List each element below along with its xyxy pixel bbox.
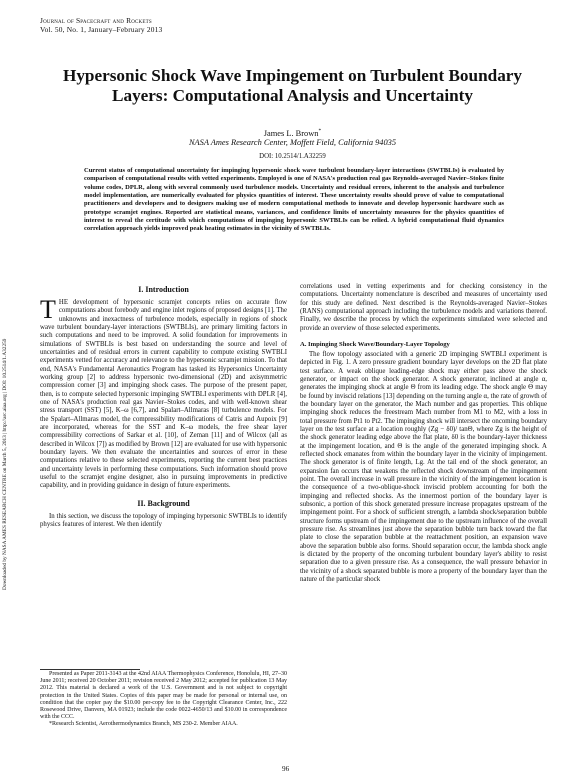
doi: DOI: 10.2514/1.A32259 <box>259 153 326 160</box>
footnote-received: Presented as Paper 2011-3143 at the 42nd AIAA Thermophysics Conference, Honolulu, HI, 27–30 June 2011; received 20 October 2011; revision received 2 May 2012; accepted for publication 13 May 2012. This material is declared a work of the U.S. Government and is not subject to copyright protection in the United States. Copies of this paper may be made for personal or internal use, on condition that the copier pay the $10.00 per-copy fee to the Copyright Clearance Center, Inc., 222 Rosewood Drive, Danvers, MA 01923; include the code 0022-4650/13 and $10.00 in correspondence with the CCC. <box>40 671 287 721</box>
author-line <box>40 126 545 139</box>
drop-cap: T <box>40 295 56 324</box>
author-footnote-mark: * <box>318 128 322 134</box>
download-note: Downloaded by NASA AMES RESEARCH CENTRE on March 5, 2013 | http://arc.aiaa.org | DOI: 10.2514/1.A32259 <box>2 338 8 590</box>
journal-header <box>40 16 162 34</box>
footnotes <box>40 671 287 729</box>
subsection-heading-topology: A. Impinging Shock Wave/Boundary-Layer Topology <box>300 340 450 348</box>
abstract: Current status of computational uncertainty for impinging hypersonic shock wave turbulent boundary-layer interactions (SWTBLIs) is evaluated by comparison of computational results with vetted experiments. Employed is one of NASA's production real gas Reynolds-averaged Navier–Stokes finite volume codes, DPLR, along with several commonly used turbulence models. Uncertainty and residual errors, inherent to the analysis and turbulence model implementation, are numerically evaluated for physics quantities of interest. These uncertainty results should prove of value to computational practitioners and developers and to designers making use of modern computational methods to innovate and develop hypersonic hardware such as prototype scramjet engines. Reported are statistical means, variances, and confidence limits of uncertainty measures for the physics quantities of interest to reveal the certitude with which computations of impinging hypersonic SWTBLIs can be relied. A hybrid computational fluid dynamics correlation approach yields improved peak heating estimates in the vicinity of SWTBLIs. <box>84 167 504 233</box>
journal-name: Journal of Spacecraft and Rockets <box>40 16 152 25</box>
background-paragraph: In this section, we discuss the topology of impinging hypersonic SWTBLIs to identify physics features of interest. We then identify <box>40 512 287 528</box>
author-name: James L. Brown <box>263 128 319 138</box>
author-affiliation: NASA Ames Research Center, Moffett Field, California 94035 <box>188 138 397 147</box>
topology-paragraph: The flow topology associated with a generic 2D impinging SWTBLI experiment is depicted in Fig. 1. A zero pressure gradient boundary layer develops on the 2D flat plate test surface. A weak oblique leading-edge shock may either pass above the shock generator, or impact on the shock generator. A shock generator, inclined at angle α, generates the impinging shock at angle Θ from its leading edge. The shock angle Θ may be found by inviscid relations [13] depending on the turning angle α, the rate of growth of the boundary layer on the generator, the Mach number and gas properties. This oblique impinging shock reduces the freestream Mach number from M1 to M2, with a loss in total pressure from Pt1 to Pt2. The impinging shock will intersect the oncoming boundary layer on the test surface at a location roughly (Zg − δ0)/ tanΘ, where Zg is the height of the shock generator leading edge above the flat plate, δ0 is the boundary-layer thickness at the impingement location, and Θ is the angle of the generated impinging shock. A reflected shock emanates from within the boundary layer in the vicinity of impingement. The shock generator is of finite length, Lg. At the tail end of the shock generator, an expansion fan occurs that weakens the reflected shock downstream of the impingement point. The overall increase in wall pressure in the vicinity of the impingement location is the consequence of a two-oblique-shock inviscid problem accounting for both the impinging and reflected shocks. As the innermost portion of the boundary layer is subsonic, a portion of this shock generated pressure increase propagates upstream of the impingement point. For a shock of sufficient strength, a lambda shock/separation bubble structure forms upstream of the impingement due to the upstream influence of the overall pressure rise. As streamlines just above the separation bubble turn back toward the flat plate to close the separation bubble at the reattachment position, an expansion wave above the separation bubble also forms. Should separation occur, the lambda shock angle is dictated by the property of the oncoming turbulent boundary layer's ability to resist separation due to a given pressure rise. As a consequence, the wall pressure behavior in the vicinity of a shock separated bubble is more a property of the boundary layer than the nature of the particular shock <box>300 350 547 583</box>
intro-paragraph <box>40 295 287 491</box>
intro-text: HE development of hypersonic scramjet concepts relies on accurate flow computations about forebody and engine inlet regions of proposed designs [1]. The unknowns and inexactness of turbulence models, especially in regions of shock wave turbulent boundary-layer interactions (SWTBLIs), are primary limiting factors in such computations and need to be improved. A solid foundation for improvements in simulations of SWTBLIs is best based on understanding the source and level of uncertainties and of residual errors in current capability to compute existing SWTBLI experiments vetted for accuracy and relevance to the hypersonic scramjet mission. To that end, NASA's Fundamental Aeronautics Program has tasked its Hypersonics Uncertainty working group [2] to address hypersonic two-dimensional (2D) and axisymmetric compression corner [3] and impinging shock cases. The purpose of the present paper, then, is to compute selected hypersonic impinging SWTBLI experiments with DPLR [4], one of NASA's production real gas Navier–Stokes codes, and with well-known shear stress transport (SST) [5], K–ω [6,7], and Spalart–Allmaras [8] turbulence models. For the Spalart–Allmaras model, the compressibility modifications of Catris and Aupoix [9] are incorporated, whereas for the SST and K–ω models, the free shear layer compressibility corrections of Sarkar et al. [10], of Zeman [11] and of Wilcox (all as described in Wilcox [7]) as modified by Brown [12] are evaluated for use with hypersonic boundary layers. We then evaluate the uncertainties and sources of error in these computations relative to these selected experiments, reporting the current best practices and uncertainty levels in performing these computations. Such information should prove useful to the scramjet engine designer, also in pursuing improvements in predictive capability, and in providing guidance in design of future experiments. <box>40 299 287 490</box>
journal-issue: Vol. 50, No. 1, January–February 2013 <box>40 25 163 34</box>
section-heading-background: II. Background <box>137 498 190 508</box>
right-column <box>300 283 547 584</box>
section-heading-introduction: I. Introduction <box>138 285 189 294</box>
paper-title: Hypersonic Shock Wave Impingement on Turbulent Boundary Layers: Computational Analysis and Uncertainty <box>62 66 523 105</box>
intro-continued-paragraph: correlations used in vetting experiments and for checking consistency in the computations. Uncertainty nomenclature is described and measures of uncertainty used for this study are defined. Next described is the Reynolds-averaged Navier–Stokes (RANS) computational approach including the turbulence models and variations thereof. Finally, we describe the process by which the experiments simulated were selected and provide an overview of those selected experiments. <box>300 283 547 332</box>
footnote-author: *Research Scientist, Aerothermodynamics Branch, MS 230-2. Member AIAA. <box>49 721 238 728</box>
page-number: 96 <box>282 765 290 773</box>
footnote-rule <box>40 669 140 670</box>
left-column <box>40 285 287 529</box>
